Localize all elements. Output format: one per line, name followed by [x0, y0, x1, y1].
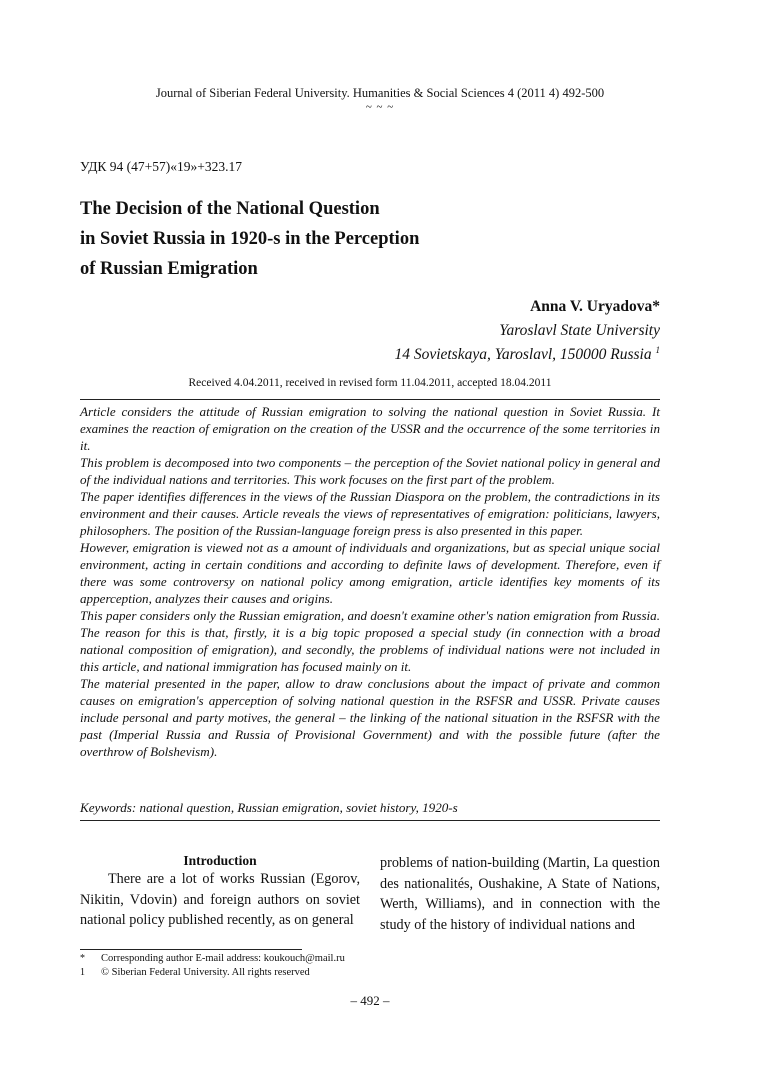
abstract-paragraph: The material presented in the paper, allow to draw conclusions about the impact of private and common causes on emigration's apperception of solving national question in the RSFSR and USSR. Private causes include personal and party motives, the general – the linking of the national situation in the RSFSR with the past (Imperial Russia and Russia of Provisional Government) and with the possible future (after the overthrow of Bolshevism). — [80, 676, 660, 759]
abstract — [80, 403, 660, 760]
udk-code: УДК 94 (47+57)«19»+323.17 — [80, 159, 242, 174]
abstract-paragraph: Article considers the attitude of Russian emigration to solving the national question in Soviet Russia. It examines the reaction of emigration on the creation of the USSR and the occurrence of the some territories in it. — [80, 404, 660, 453]
journal-header: Journal of Siberian Federal University. Humanities & Social Sciences 4 (2011 4) 492-500 — [155, 86, 605, 100]
title-line: The Decision of the National Question — [80, 199, 380, 219]
footnotes — [80, 952, 660, 979]
right-column — [380, 853, 660, 936]
footnote-text: Corresponding author E-mail address: koukouch@mail.ru — [101, 953, 345, 964]
address-footnote-mark: 1 — [655, 345, 660, 355]
author-address — [394, 343, 660, 367]
footnote-mark: 1 — [80, 966, 85, 978]
author-affiliation: Yaroslavl State University — [499, 322, 660, 339]
page-number: – 492 – — [350, 993, 390, 1008]
author-block — [394, 295, 660, 367]
author-name: Anna V. Uryadova* — [530, 298, 660, 315]
body-paragraph: problems of nation-building (Martin, La question des nationalités, Oushakine, A State of Nations, Werth, Williams), and in connection with the study of the history of individual nations and — [380, 855, 660, 934]
title-line: of Russian Emigration — [80, 259, 258, 279]
body-paragraph: There are a lot of works Russian (Egorov, Nikitin, Vdovin) and foreign authors on soviet national policy published recently, as on general — [80, 871, 360, 929]
abstract-paragraph: This paper considers only the Russian emigration, and doesn't examine other's nation emigration from Russia. The reason for this is that, firstly, it is a big topic proposed a special study (in connection with a broad national composition of emigration), and secondly, the problems of individual nations were not included in this article, and national immigration has focused mainly on it. — [80, 608, 660, 674]
footnote — [80, 966, 660, 980]
abstract-top-rule — [80, 399, 660, 400]
footnote — [80, 952, 660, 966]
address-text: 14 Sovietskaya, Yaroslavl, 150000 Russia — [394, 346, 652, 363]
footnote-text: © Siberian Federal University. All rights reserved — [101, 966, 310, 978]
introduction-heading: Introduction — [183, 853, 257, 868]
article-title — [80, 194, 640, 284]
abstract-bottom-rule — [80, 820, 660, 821]
left-column — [80, 853, 360, 931]
abstract-paragraph: This problem is decomposed into two components – the perception of the Soviet national policy in general and of the individual nations and territories. This work focuses on the first part of the problem. — [80, 455, 660, 487]
header-ornament: ~ ~ ~ — [365, 101, 395, 113]
received-dates: Received 4.04.2011, received in revised form 11.04.2011, accepted 18.04.2011 — [188, 377, 552, 389]
footnote-mark: * — [80, 953, 85, 964]
abstract-paragraph: However, emigration is viewed not as a amount of individuals and organizations, but as special unique social environment, acting in certain conditions and according to definite laws of development. Therefore, even if there was some controversy on national policy among emigration, article identifies key moments of its apperception, analyzes their causes and origins. — [80, 540, 660, 606]
keywords: Keywords: national question, Russian emigration, soviet history, 1920-s — [80, 800, 458, 815]
footnote-rule — [80, 949, 302, 950]
abstract-paragraph: The paper identifies differences in the views of the Russian Diaspora on the problem, the contradictions in its environment and their causes. Article reveals the views of representatives of emigration: politicians, lawyers, philosophers. The position of the Russian-language foreign press is also presented in this paper. — [80, 489, 660, 538]
title-line: in Soviet Russia in 1920-s in the Perception — [80, 229, 420, 249]
